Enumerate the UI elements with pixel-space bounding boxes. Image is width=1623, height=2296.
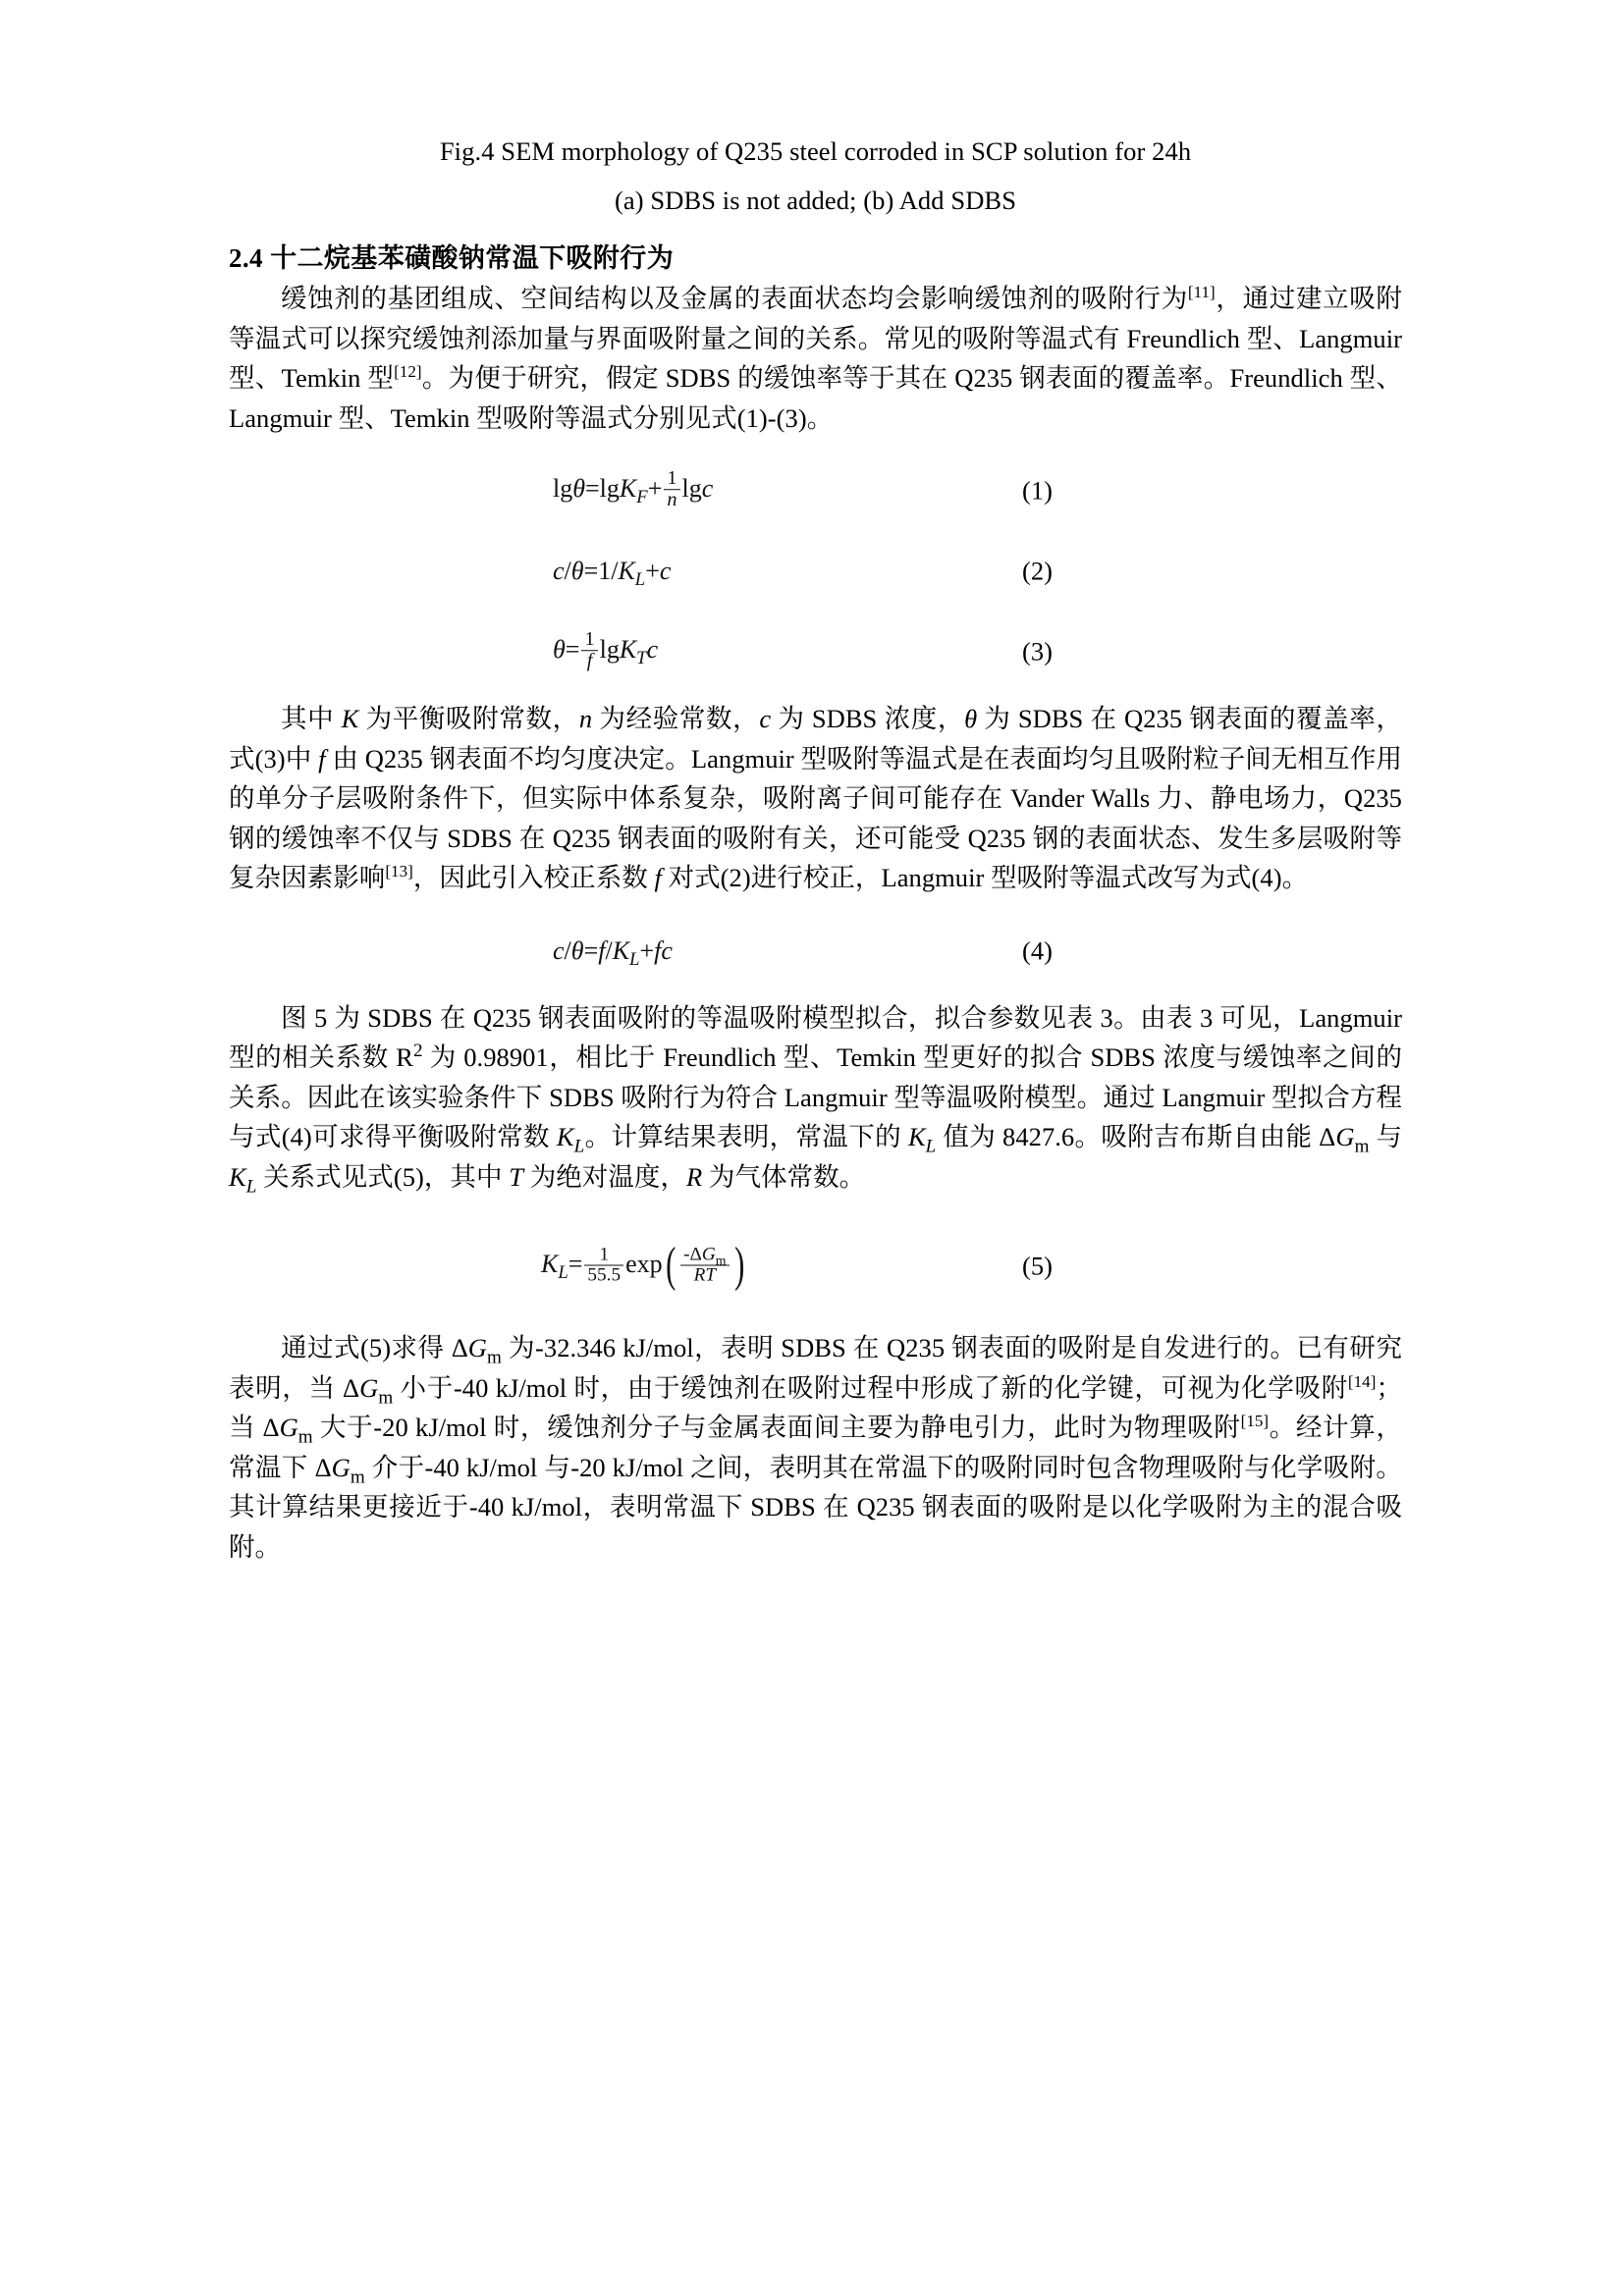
eq4-c2: c: [661, 935, 673, 965]
eq4-f2: f: [654, 935, 662, 965]
equation-5-number: (5): [1022, 1251, 1053, 1281]
eq3-c: c: [646, 634, 659, 664]
paragraph-2-text-d: 为 SDBS 浓度，: [771, 704, 965, 733]
citation-ref-15: [15]: [1240, 1412, 1270, 1431]
eq3-frac-numerator: 1: [584, 628, 595, 651]
paragraph-3-text-e: 与: [1369, 1122, 1403, 1151]
paragraph-3-text-a: 图 5 为 SDBS 在 Q235 钢表面吸附的等温吸附模型拟合，拟合参数见表 3。由表 3 可见，Langmuir 型的相关系数 R: [229, 1002, 1402, 1072]
eq3-frac-denominator: f: [581, 651, 597, 672]
r-squared-exponent: 2: [412, 1041, 423, 1062]
paragraph-2: [229, 699, 1402, 898]
eq4-K-subscript: L: [629, 948, 640, 970]
eq5-exponent-delta: -Δ: [683, 1244, 702, 1265]
eq5-equals: =: [568, 1249, 583, 1278]
paragraph-4-text-d: ；当 Δ: [229, 1372, 1402, 1442]
paragraph-4-text-a: 通过式(5)求得 Δ: [281, 1333, 468, 1362]
variable-KL-2-subscript: L: [925, 1136, 937, 1157]
variable-K: K: [341, 704, 359, 733]
eq3-theta: θ: [553, 634, 566, 664]
eq2-K-subscript: L: [634, 569, 646, 591]
variable-R: R: [686, 1161, 703, 1192]
variable-KL: K: [556, 1122, 574, 1151]
paragraph-4-text-c: 小于-40 kJ/mol 时，由于缓蚀剂在吸附过程中形成了新的化学键，可视为化学吸附: [393, 1372, 1348, 1403]
paragraph-3-text-b: 为 0.98901，相比于 Freundlich 型、Temkin 型更好的拟合 SDBS 浓度与缓蚀率之间的关系。因此在该实验条件下 SDBS 吸附行为符合 Langmuir 型等温吸附模型。通过 Langmuir 型拟合方程与式(4)可求得平衡吸附常数: [229, 1042, 1403, 1151]
eq5-exponent-fraction: [680, 1245, 729, 1285]
variable-c: c: [759, 704, 772, 733]
paragraph-1: [229, 279, 1402, 438]
equation-1-number: (1): [1022, 475, 1053, 506]
paragraph-4-text-f: 。经计算，常温下 Δ: [229, 1413, 1402, 1482]
paragraph-4-text-e: 大于-20 kJ/mol 时，缓蚀剂分子与金属表面间主要为静电引力，此时为物理吸附: [312, 1413, 1241, 1442]
citation-ref-12: [12]: [394, 362, 422, 382]
eq1-c: c: [701, 473, 714, 503]
variable-G-3: G: [279, 1413, 298, 1442]
paragraph-2-text-b: 为平衡吸附常数，: [358, 704, 579, 733]
paragraph-3-text-f: 关系式见式(5)，其中: [256, 1161, 510, 1192]
paragraph-2-text-a: 其中: [281, 704, 342, 733]
paragraph-4-text-b: 为-32.346 kJ/mol，表明 SDBS 在 Q235 钢表面的吸附是自发进行的。已有研究表明，当 Δ: [229, 1333, 1402, 1403]
variable-T: T: [509, 1161, 524, 1192]
eq1-frac-numerator: 1: [667, 467, 677, 490]
eq1-K: K: [619, 473, 637, 503]
variable-G-2-subscript: m: [378, 1386, 394, 1408]
variable-KL-2: K: [907, 1122, 926, 1151]
paragraph-2-text-h: 对式(2)进行校正，Langmuir 型吸附等温式改写为式(4)。: [661, 863, 1309, 892]
eq4-K: K: [612, 935, 630, 965]
equation-2-number: (2): [1022, 556, 1053, 586]
eq5-prefactor-numerator: 1: [599, 1244, 610, 1265]
eq4-c: c: [553, 935, 565, 965]
paragraph-1-text-a: 缓蚀剂的基团组成、空间结构以及金属的表面状态均会影响缓蚀剂的吸附行为: [281, 284, 1188, 313]
paragraph-3-text-g: 为绝对温度，: [523, 1161, 686, 1192]
eq3-equals: =: [565, 634, 580, 664]
section-heading-2-4: 2.4 十二烷基苯磺酸钠常温下吸附行为: [229, 243, 675, 273]
variable-theta: θ: [964, 704, 978, 733]
figure-caption-line-1: Fig.4 SEM morphology of Q235 steel corroded in SCP solution for 24h: [439, 136, 1192, 166]
paragraph-3-text-c: 。计算结果表明，常温下的: [584, 1122, 908, 1151]
page-content: [229, 130, 1402, 1567]
eq1-fraction: [664, 468, 679, 511]
eq2-slash: /: [564, 557, 571, 585]
eq5-K: K: [541, 1249, 559, 1278]
eq4-slash: /: [564, 935, 571, 965]
eq4-plus: +: [639, 935, 655, 965]
eq3-K-subscript: T: [636, 648, 647, 669]
eq1-K-subscript: F: [636, 487, 648, 508]
eq5-paren-close: ): [733, 1237, 744, 1292]
variable-KL-3: K: [229, 1161, 246, 1192]
paragraph-2-text-e: 为 SDBS 在 Q235 钢表面的覆盖率，式(3)中: [229, 704, 1403, 774]
eq5-exp: exp: [625, 1249, 663, 1278]
eq1-equals: =lg: [585, 473, 620, 503]
equation-1-body: [553, 469, 713, 512]
paragraph-4: [229, 1328, 1402, 1567]
eq5-exponent-G: G: [701, 1244, 716, 1265]
equation-4-body: [553, 935, 673, 970]
paragraph-1-text-b: ，通过建立吸附等温式可以探究缓蚀剂添加量与界面吸附量之间的关系。常见的吸附等温式有 Freundlich 型、Langmuir 型、Temkin 型: [229, 284, 1402, 393]
variable-KL-subscript: L: [573, 1136, 585, 1157]
eq4-theta: θ: [570, 935, 584, 965]
variable-f: f: [318, 743, 326, 774]
eq4-slash-2: /: [605, 935, 613, 965]
eq2-c2: c: [659, 557, 672, 585]
paragraph-1-text-c: 。为便于研究，假定 SDBS 的缓蚀率等于其在 Q235 钢表面的覆盖率。Freundlich 型、Langmuir 型、Temkin 型吸附等温式分别见式(1)-(3)。: [229, 363, 1402, 433]
equation-3-number: (3): [1022, 636, 1053, 667]
eq5-prefactor-fraction: [584, 1245, 623, 1285]
eq4-f: f: [598, 935, 606, 965]
equation-3-row: [229, 624, 1402, 679]
eq5-exponent-denominator: RT: [680, 1265, 729, 1286]
variable-G-4-subscript: m: [350, 1466, 365, 1487]
eq3-fraction: [581, 629, 597, 672]
variable-G-1: G: [467, 1333, 487, 1362]
eq5-prefactor-denominator: 55.5: [584, 1265, 623, 1286]
eq5-exponent-G-subscript: m: [715, 1253, 727, 1268]
figure-caption-line-2: (a) SDBS is not added; (b) Add SDBS: [614, 186, 1017, 215]
paragraph-3-text-d: 值为 8427.6。吸附吉布斯自由能 Δ: [936, 1122, 1336, 1151]
citation-ref-14: [14]: [1347, 1371, 1377, 1391]
eq5-paren-open: (: [665, 1237, 676, 1292]
paragraph-2-text-g: ，因此引入校正系数: [412, 863, 655, 892]
citation-ref-11: [11]: [1187, 283, 1216, 302]
eq2-K: K: [618, 557, 635, 585]
paragraph-2-text-c: 为经验常数，: [592, 704, 760, 733]
paragraph-3-text-h: 为气体常数。: [702, 1161, 866, 1192]
variable-G-2: G: [359, 1372, 379, 1403]
equation-4-row: [229, 924, 1402, 979]
eq3-K: K: [619, 634, 637, 664]
variable-G-1-subscript: m: [486, 1347, 502, 1368]
citation-ref-13: [13]: [385, 862, 413, 881]
variable-G-3-subscript: m: [298, 1426, 313, 1448]
eq2-plus: +: [645, 557, 660, 585]
eq2-equals: =1/: [583, 557, 619, 585]
eq1-plus: +: [647, 473, 663, 503]
paragraph-3: [229, 998, 1402, 1198]
paragraph-4-text-g: 介于-40 kJ/mol 与-20 kJ/mol 之间，表明其在常温下的吸附同时包含物理吸附与化学吸附。其计算结果更接近于-40 kJ/mol，表明常温下 SDBS 在 Q235 钢表面的吸附是以化学吸附为主的混合吸附。: [229, 1452, 1402, 1562]
equation-3-body: [553, 630, 658, 673]
paragraph-2-text-f: 由 Q235 钢表面不均匀度决定。Langmuir 型吸附等温式是在表面均匀且吸附粒子间无相互作用的单分子层吸附条件下，但实际中体系复杂，吸附离子间可能存在 Vander Walls 力、静电场力，Q235 钢的缓蚀率不仅与 SDBS 在 Q235 钢表面的吸附有关，还可能受 Q235 钢的表面状态、发生多层吸附等复杂因素影响: [229, 743, 1402, 892]
equation-4-number: (4): [1022, 935, 1053, 965]
variable-n: n: [578, 704, 593, 733]
eq1-frac-denominator: n: [664, 490, 679, 511]
equation-2-body: [553, 557, 672, 591]
eq2-theta: θ: [570, 557, 584, 585]
variable-f-2: f: [654, 863, 662, 892]
eq1-lg2: lg: [681, 473, 702, 503]
equation-2-row: [229, 544, 1402, 599]
eq3-lg: lg: [599, 634, 620, 664]
variable-G-subscript: m: [1354, 1136, 1370, 1157]
eq1-lg: lg: [553, 473, 573, 503]
eq2-c: c: [553, 557, 565, 585]
variable-G-4: G: [331, 1452, 351, 1482]
eq5-K-subscript: L: [558, 1262, 568, 1284]
eq1-theta: θ: [572, 473, 586, 503]
equation-1-row: [229, 463, 1402, 518]
equation-5-row: [229, 1230, 1402, 1303]
eq5-exponent-numerator: [680, 1244, 729, 1268]
variable-G: G: [1335, 1122, 1355, 1151]
eq4-equals: =: [583, 935, 599, 965]
variable-KL-3-subscript: L: [245, 1175, 257, 1197]
equation-5-body: [541, 1239, 747, 1295]
